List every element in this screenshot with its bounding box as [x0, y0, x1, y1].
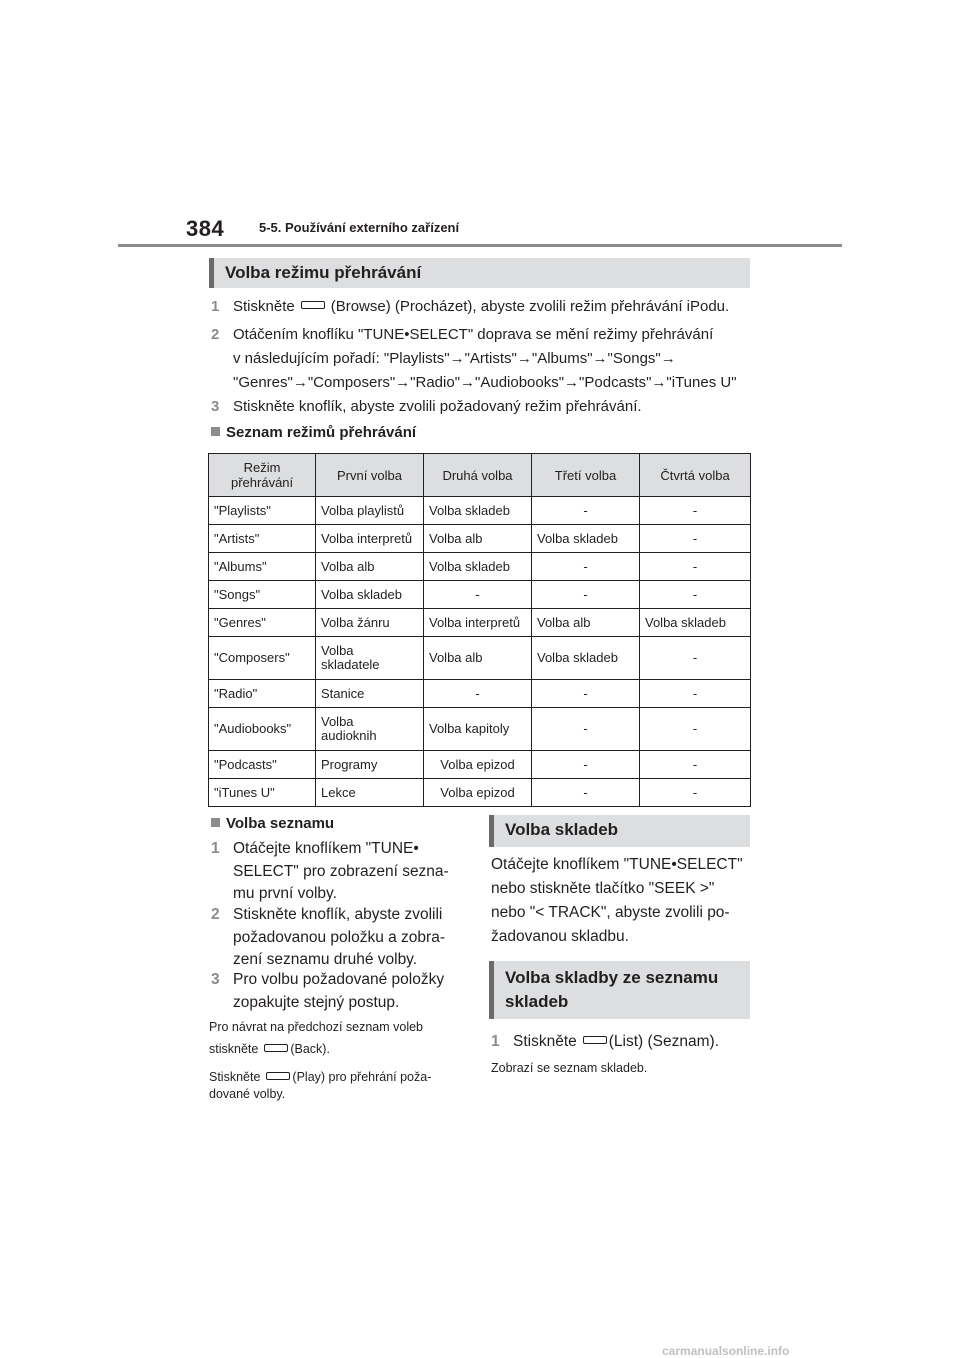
- table-cell: -: [532, 497, 640, 525]
- table-cell: Volba skladeb: [424, 497, 532, 525]
- table-cell: Volba alb: [424, 637, 532, 680]
- table-cell: Programy: [316, 751, 424, 779]
- table-cell: Lekce: [316, 779, 424, 807]
- table-row: [209, 497, 751, 525]
- table-cell: "Songs": [209, 581, 316, 609]
- table-cell: -: [640, 779, 751, 807]
- table-cell: Volba skladeb: [532, 637, 640, 680]
- table-cell: Volba alb: [532, 609, 640, 637]
- table-cell: -: [640, 751, 751, 779]
- table-cell: "iTunes U": [209, 779, 316, 807]
- table-header-cell: Čtvrtá volba: [640, 454, 751, 497]
- table-cell: "Podcasts": [209, 751, 316, 779]
- table-cell: Volba alb: [424, 525, 532, 553]
- table-row: [209, 609, 751, 637]
- table-cell: -: [640, 637, 751, 680]
- table-header-cell: Třetí volba: [532, 454, 640, 497]
- table-cell: -: [424, 680, 532, 708]
- playback-mode-list-heading: Seznam režimů přehrávání: [211, 424, 416, 441]
- table-cell: -: [640, 553, 751, 581]
- list-step-3: 3 Pro volbu požadované položky zopakujte stejný postup.: [211, 971, 445, 1011]
- square-bullet-icon: [211, 427, 220, 436]
- page-number: 384: [186, 216, 225, 241]
- table-cell: -: [532, 553, 640, 581]
- section-title: 5-5. Používání externího zařízení: [259, 220, 460, 235]
- play-button-icon: [266, 1072, 290, 1080]
- table-cell: "Genres": [209, 609, 316, 637]
- table-cell: -: [640, 497, 751, 525]
- table-cell: "Playlists": [209, 497, 316, 525]
- watermark: carmanualsonline.info: [662, 1344, 790, 1358]
- playback-step-1: 1 Stiskněte (Browse) (Procházet), abyste zvolili režim přehrávání iPodu.: [211, 296, 756, 319]
- table-cell: -: [532, 779, 640, 807]
- table-cell: Volba skladeb: [640, 609, 751, 637]
- back-note: Pro návrat na předchozí seznam voleb stiskněte (Back).: [209, 1020, 424, 1056]
- heading-track-from-list: Volba skladby ze seznamu skladeb: [489, 961, 750, 1019]
- track-list-note: Zobrazí se seznam skladeb.: [491, 1061, 648, 1075]
- track-select-text: Otáčejte knoflíkem "TUNE•SELECT" nebo stiskněte tlačítko "SEEK >" nebo "< TRACK", abyste zvolili po- žadovanou skladbu.: [491, 856, 743, 945]
- table-cell: "Audiobooks": [209, 708, 316, 751]
- list-select-heading: Volba seznamu: [211, 815, 334, 832]
- track-list-step-1: 1 Stiskněte (List) (Seznam).: [491, 1031, 753, 1054]
- table-cell: -: [532, 708, 640, 751]
- table-cell: Volba skladeb: [424, 553, 532, 581]
- table-cell: -: [532, 581, 640, 609]
- step-number: 2: [211, 326, 220, 343]
- list-button-icon: [583, 1036, 607, 1044]
- step-number: 1: [491, 1033, 500, 1050]
- table-row: [209, 708, 751, 751]
- table-cell: Volba interpretů: [316, 525, 424, 553]
- heading-track-select: Volba skladeb: [489, 815, 750, 847]
- table-cell: Volba alb: [316, 553, 424, 581]
- list-step-1: 1 Otáčejte knoflíkem "TUNE• SELECT" pro zobrazení sezna- mu první volby.: [211, 840, 449, 902]
- playback-step-2: 2 Otáčením knoflíku "TUNE•SELECT" doprava se mění režimy přehrávání v následujícím pořadí: "Playlists"→"Artists"→"Albums"→"Songs"→ "Genres"→"Composers"→"Radio"→"Audiobooks"→"Podcasts"→"iTunes U": [211, 323, 771, 395]
- table-cell: -: [640, 525, 751, 553]
- table-cell: "Artists": [209, 525, 316, 553]
- table-cell: -: [532, 751, 640, 779]
- table-row: [209, 680, 751, 708]
- table-cell: Volba skladeb: [316, 581, 424, 609]
- table-cell: Volba žánru: [316, 609, 424, 637]
- table-cell: "Radio": [209, 680, 316, 708]
- table-cell: -: [532, 680, 640, 708]
- table-header-cell: První volba: [316, 454, 424, 497]
- table-header-cell: Druhá volba: [424, 454, 532, 497]
- heading-playback-mode: [209, 258, 750, 288]
- table-cell: -: [640, 708, 751, 751]
- play-note: Stiskněte (Play) pro přehrání poža- dované volby.: [209, 1070, 432, 1101]
- square-bullet-icon: [211, 818, 220, 827]
- table-cell: Volba interpretů: [424, 609, 532, 637]
- table-cell: Volba skladeb: [532, 525, 640, 553]
- table-cell: Volba skladatele: [316, 637, 424, 680]
- header-divider: [118, 244, 842, 247]
- step-number: 1: [211, 298, 220, 315]
- table-row: [209, 779, 751, 807]
- table-row: [209, 751, 751, 779]
- heading-playback-mode-text: Volba režimu přehrávání: [225, 263, 422, 282]
- table-cell: Volba kapitoly: [424, 708, 532, 751]
- step-number: 3: [211, 398, 220, 415]
- table-header-row: [209, 454, 751, 497]
- table-cell: Stanice: [316, 680, 424, 708]
- step-number: 1: [211, 840, 220, 857]
- table-row: [209, 581, 751, 609]
- table-cell: -: [640, 680, 751, 708]
- table-cell: Volba playlistů: [316, 497, 424, 525]
- table-header-cell: Režim přehrávání: [209, 454, 316, 497]
- table-row: [209, 553, 751, 581]
- table-cell: -: [424, 581, 532, 609]
- table-row: [209, 525, 751, 553]
- table-cell: Volba audioknih: [316, 708, 424, 751]
- table-cell: -: [640, 581, 751, 609]
- list-step-2: 2 Stiskněte knoflík, abyste zvolili požadovanou položku a zobra- zení seznamu druhé volby.: [211, 906, 445, 968]
- step-number: 2: [211, 906, 220, 923]
- table-cell: Volba epizod: [424, 751, 532, 779]
- table-row: [209, 637, 751, 680]
- playback-mode-table: [208, 453, 751, 807]
- step-number: 3: [211, 971, 220, 988]
- playback-step-3: 3 Stiskněte knoflík, abyste zvolili požadovaný režim přehrávání.: [211, 396, 756, 419]
- back-button-icon: [264, 1044, 288, 1052]
- browse-button-icon: [301, 301, 325, 309]
- table-cell: "Albums": [209, 553, 316, 581]
- table-cell: Volba epizod: [424, 779, 532, 807]
- table-cell: "Composers": [209, 637, 316, 680]
